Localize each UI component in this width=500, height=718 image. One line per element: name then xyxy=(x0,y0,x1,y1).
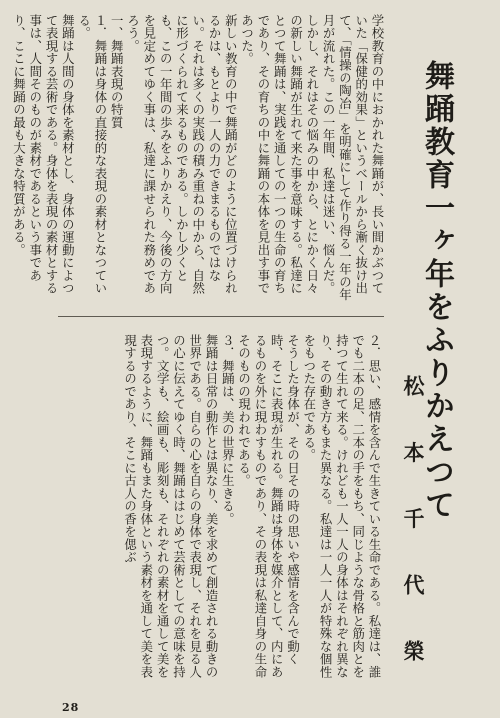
author-name: 松 本 千 代 榮 xyxy=(401,375,426,681)
body-text-upper: 学校教育の中におかれた舞踊が、長い間かぶつていた「保健的効果」というベールから漸く抜け出て、「情操の陶冶」を明確にして作り得る一年の年月が流れた。この一年間、私達は迷い、悩んだ。しかし、それはその悩みの中から、とにかく日々の新しい舞踊が生れて来た事を意味する。私達にとつて舞踊は、実践を通しての一つの生命の育ちであり、その育ちの中に舞踊の本体を見出す事であつた。 新しい教育の中で舞踊がどのように位置づけられるかは、もとより一人の力できまるものではない。それは多くの実践の積み重ねの中から、自然に形づくられて来るものである。しかし少くとも、この一年間の歩みをふりかえり、今後の方向を見定めてゆく事は、私達に課せられた務めであろう。 一、舞踊表現の特質 １．舞踊は身体の直接的な表現の素材となつている。 舞踊は人間の身体を素材とし、身体の運動によつて表現する芸術である。身体を表現の素材とする事は、人間そのものが素材であるという事であり、ここに舞踊の最も大きな特質がある。 xyxy=(11,14,385,302)
page-number: 28 xyxy=(62,701,80,714)
section-divider xyxy=(58,316,384,317)
body-text-lower: ２．思い、感情を含んで生きている生命である。私達は、誰でも二本の足、二本の手をもち、同じような骨格と筋肉とを持つて生れて来る。けれども一人一人の身体はそれぞれ異なり、その動き方もまた異なる。私達は一人一人が特殊な個性をもつた存在である。 そうした身体が、その日その時の思いや感情を含んで動く時、そこに表現が生れる。舞踊は身体を媒介として、内にあるものを外に現わすものであり、その表現は私達自身の生命そのものの現われである。 ３．舞踊は、美の世界に生きる。 舞踊は日常の動作とは異なり、美を求めて創造される動きの世界である。自らの心を自らの身体で表現し、それを見る人の心に伝えてゆく時、舞踊ははじめて芸術としての意味を持つ。文学も、絵画も、彫刻も、それぞれの素材を通して美を表現するように、舞踊もまた身体という素材を通して美を表現するのであり、そこに古人の香を偲ぶ xyxy=(122,334,382,679)
article-title: 舞踊教育一ヶ年をふりかえつて xyxy=(419,60,454,522)
